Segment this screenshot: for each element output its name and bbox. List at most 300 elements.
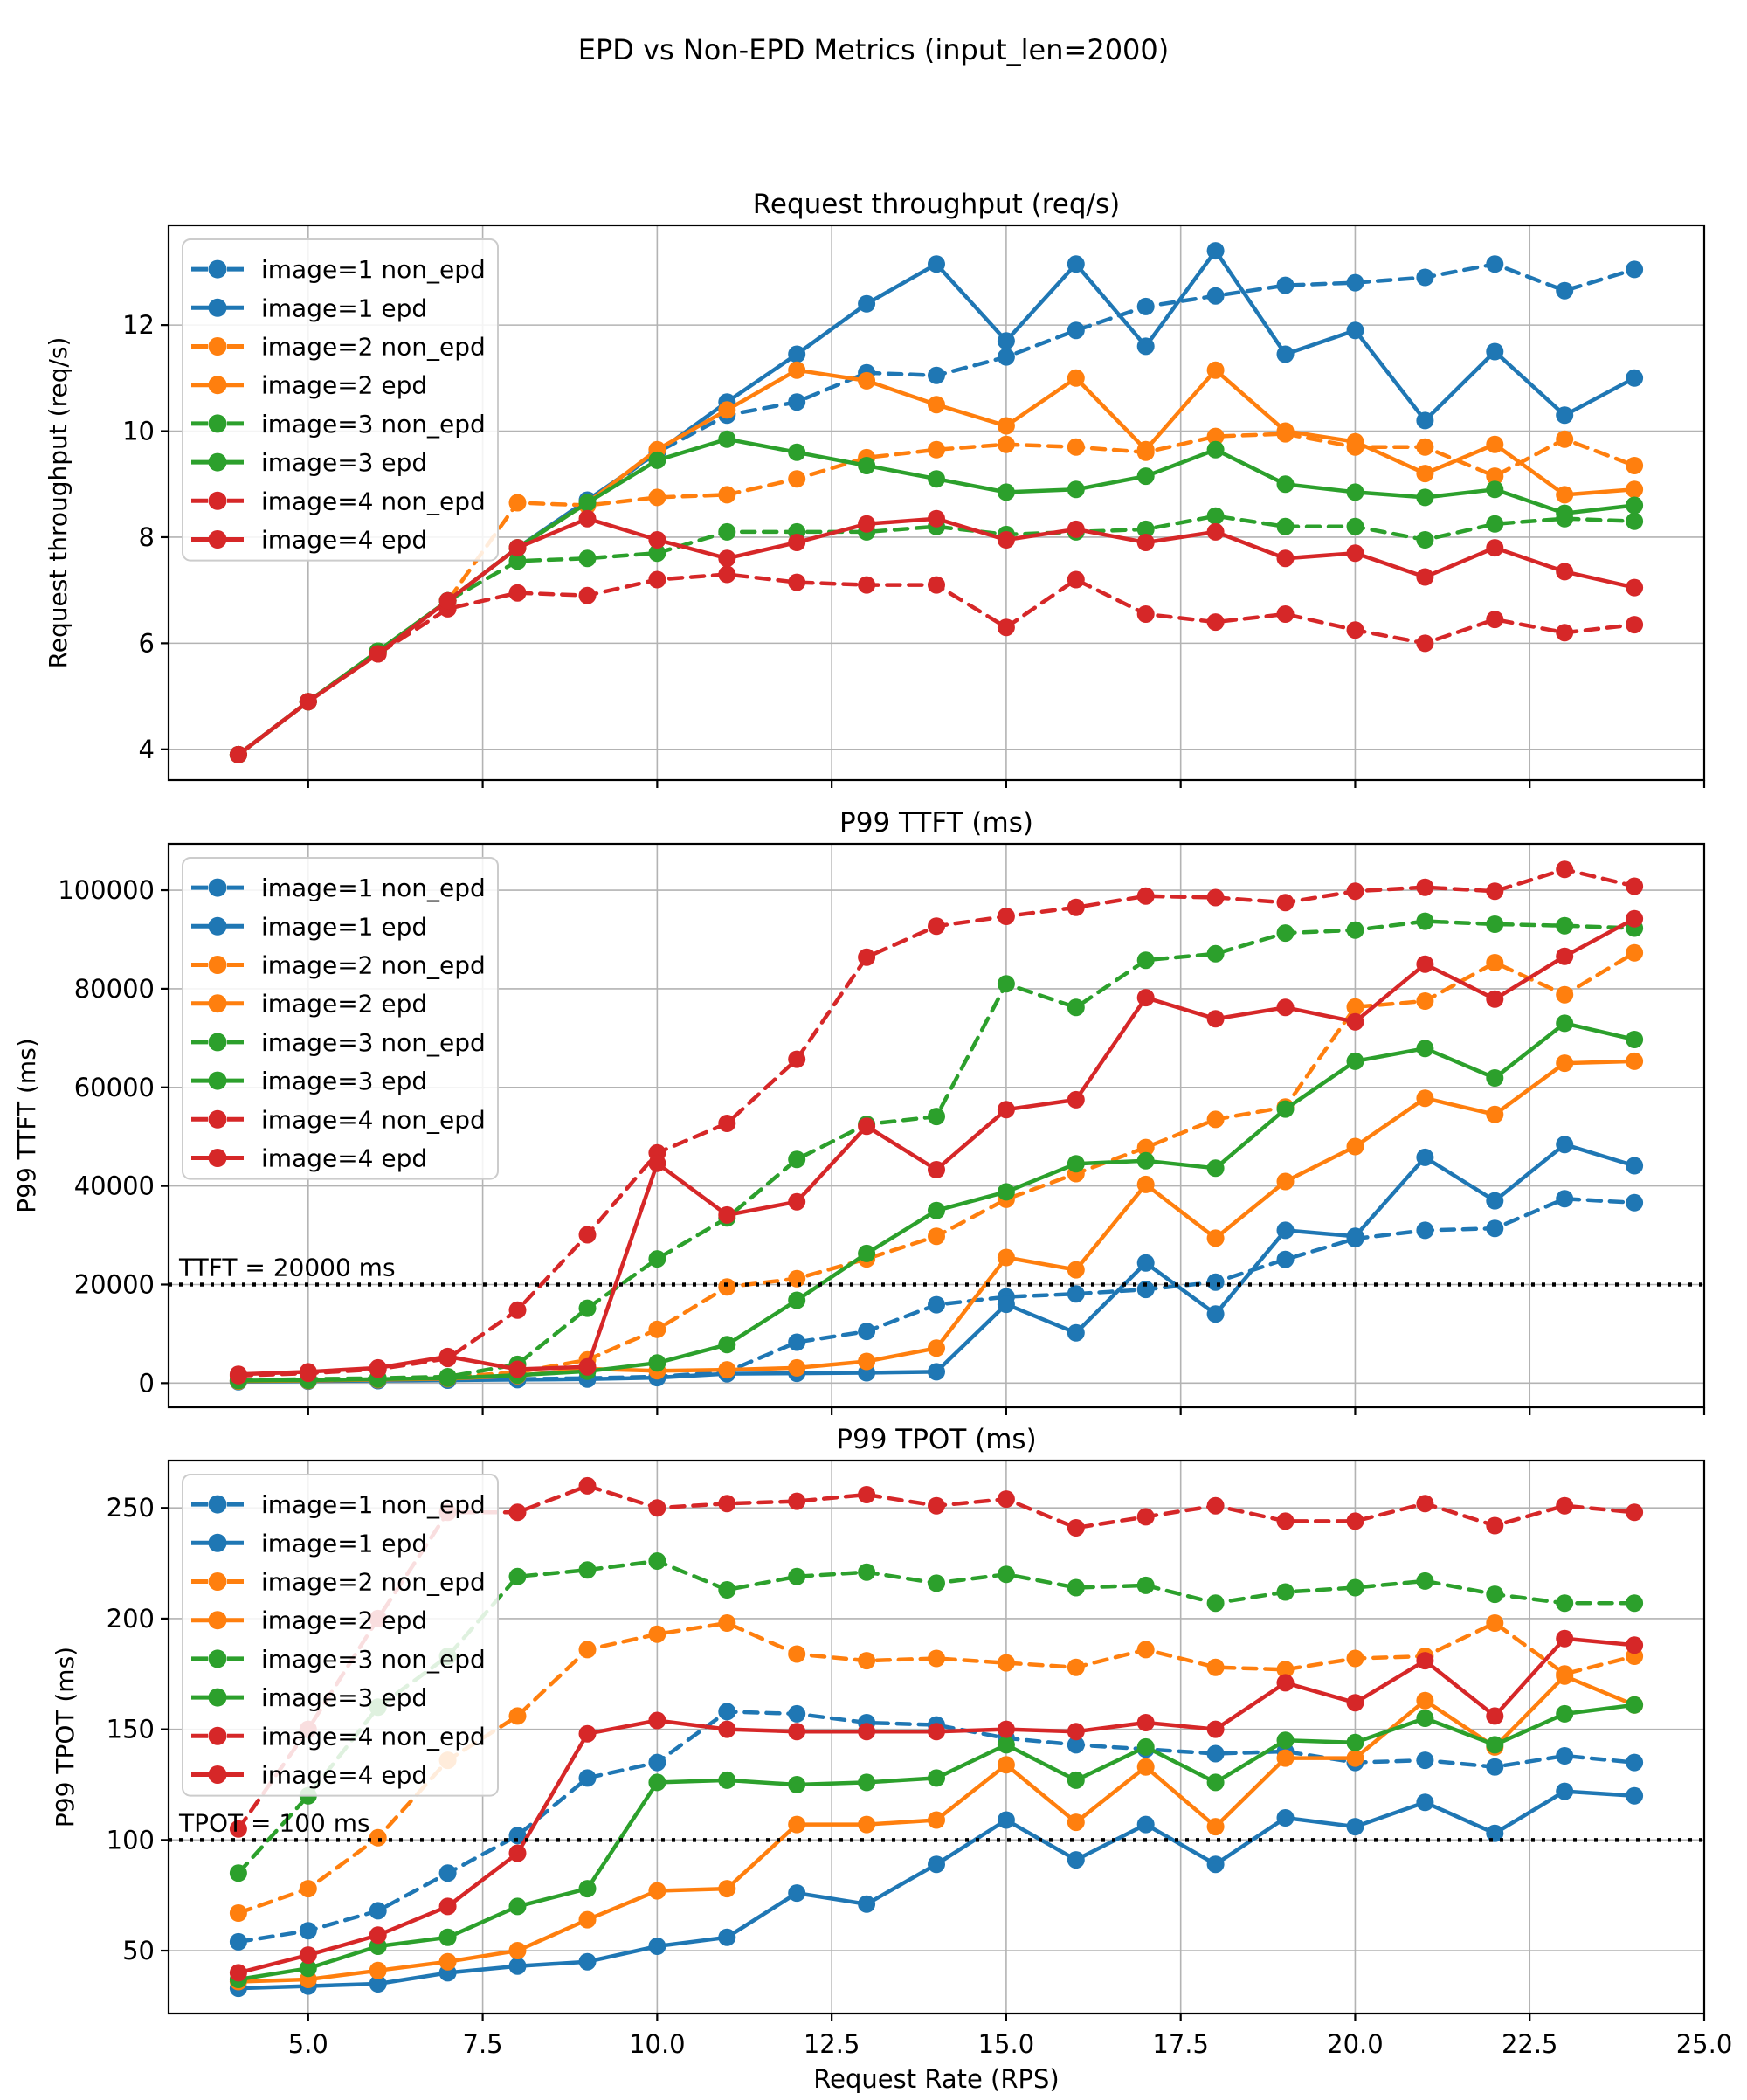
- data-point: [718, 486, 735, 503]
- data-point: [998, 975, 1015, 992]
- data-point: [648, 1938, 666, 1955]
- data-point: [1347, 1053, 1364, 1070]
- data-point: [1416, 1572, 1433, 1590]
- x-tick-label: 17.5: [1152, 2029, 1209, 2059]
- data-point: [718, 1880, 735, 1897]
- data-point: [928, 1108, 945, 1125]
- data-point: [1207, 1159, 1225, 1177]
- data-point: [1277, 1584, 1295, 1601]
- data-point: [1626, 1194, 1643, 1212]
- data-point: [579, 587, 597, 604]
- data-point: [1416, 1793, 1433, 1811]
- data-point: [998, 418, 1015, 435]
- y-tick-label: 8: [138, 522, 155, 552]
- data-point: [230, 1365, 247, 1383]
- legend-marker: [209, 1534, 227, 1552]
- subplot-title: Request throughput (req/s): [752, 189, 1121, 220]
- data-point: [788, 362, 805, 379]
- data-point: [928, 1363, 945, 1380]
- data-point: [579, 1911, 597, 1929]
- data-point: [509, 1707, 527, 1724]
- data-point: [1347, 922, 1364, 939]
- data-point: [1347, 1750, 1364, 1767]
- data-point: [1416, 992, 1433, 1010]
- data-point: [439, 1370, 457, 1387]
- data-point: [928, 1855, 945, 1873]
- data-point: [1626, 1636, 1643, 1654]
- data-point: [1067, 521, 1085, 538]
- data-point: [718, 401, 735, 418]
- x-tick-label: 7.5: [462, 2029, 503, 2059]
- data-point: [1347, 621, 1364, 639]
- data-point: [1556, 917, 1573, 935]
- data-point: [718, 1772, 735, 1789]
- data-point: [1626, 513, 1643, 530]
- data-point: [1277, 1674, 1295, 1691]
- data-point: [718, 1929, 735, 1946]
- data-point: [1067, 1723, 1085, 1740]
- data-point: [579, 1769, 597, 1786]
- data-point: [1347, 518, 1364, 535]
- data-point: [1067, 1261, 1085, 1279]
- legend-marker: [209, 917, 227, 936]
- data-point: [788, 1051, 805, 1068]
- data-point: [1486, 539, 1503, 556]
- data-point: [1626, 944, 1643, 962]
- data-point: [1486, 915, 1503, 933]
- data-point: [1416, 569, 1433, 586]
- legend-marker: [209, 956, 227, 974]
- data-point: [1486, 882, 1503, 900]
- legend-marker: [209, 1689, 227, 1707]
- data-point: [998, 349, 1015, 366]
- data-point: [1207, 1745, 1225, 1763]
- legend-marker: [209, 1611, 227, 1629]
- data-point: [509, 1568, 527, 1585]
- subplot-title: P99 TPOT (ms): [836, 1424, 1037, 1455]
- data-point: [1137, 441, 1155, 459]
- data-point: [718, 1206, 735, 1224]
- legend-marker: [209, 1765, 227, 1784]
- data-point: [998, 1812, 1015, 1829]
- data-point: [1626, 1031, 1643, 1048]
- data-point: [1347, 1734, 1364, 1751]
- legend-label: image=2 non_epd: [261, 1567, 486, 1597]
- data-point: [858, 1564, 875, 1581]
- data-point: [788, 1334, 805, 1351]
- y-tick-label: 200: [106, 1603, 155, 1634]
- data-point: [788, 444, 805, 461]
- data-point: [928, 441, 945, 459]
- data-point: [1067, 1285, 1085, 1302]
- data-point: [1277, 1173, 1295, 1191]
- x-tick-label: 12.5: [803, 2029, 860, 2059]
- data-point: [1347, 1818, 1364, 1835]
- legend: [183, 239, 498, 561]
- data-point: [1137, 1641, 1155, 1658]
- data-point: [1347, 1694, 1364, 1711]
- data-point: [858, 1896, 875, 1913]
- data-point: [1416, 879, 1433, 896]
- data-point: [1626, 370, 1643, 387]
- data-point: [1626, 1157, 1643, 1175]
- legend: [183, 858, 498, 1179]
- data-point: [928, 1202, 945, 1219]
- data-point: [230, 1933, 247, 1951]
- data-point: [858, 1323, 875, 1340]
- data-point: [1347, 321, 1364, 339]
- data-point: [1277, 1101, 1295, 1118]
- data-point: [1556, 986, 1573, 1004]
- data-point: [788, 1816, 805, 1834]
- data-point: [1556, 505, 1573, 522]
- data-point: [788, 1193, 805, 1211]
- data-point: [1556, 624, 1573, 641]
- data-point: [1486, 515, 1503, 533]
- data-point: [998, 908, 1015, 925]
- data-point: [928, 255, 945, 273]
- data-point: [1556, 1190, 1573, 1207]
- data-point: [1067, 1659, 1085, 1676]
- data-point: [1416, 531, 1433, 549]
- data-point: [1067, 1579, 1085, 1597]
- charts-root: [12, 189, 1732, 2059]
- data-point: [1277, 1731, 1295, 1749]
- data-point: [579, 549, 597, 567]
- legend-marker: [209, 1072, 227, 1090]
- y-tick-label: 10: [122, 416, 155, 446]
- data-point: [858, 372, 875, 390]
- data-point: [1137, 1714, 1155, 1731]
- legend-label: image=1 non_epd: [261, 1490, 486, 1520]
- data-point: [998, 483, 1015, 501]
- y-tick-label: 100000: [58, 875, 155, 906]
- data-point: [1277, 346, 1295, 363]
- data-point: [230, 1864, 247, 1882]
- data-point: [1277, 1251, 1295, 1268]
- data-point: [1137, 298, 1155, 315]
- subplot-1: [44, 189, 1704, 788]
- data-point: [1556, 1136, 1573, 1153]
- data-point: [1556, 1705, 1573, 1723]
- data-point: [1347, 1013, 1364, 1031]
- data-point: [788, 1776, 805, 1793]
- data-point: [1416, 1710, 1433, 1727]
- legend-label: image=4 non_epd: [261, 1722, 486, 1751]
- data-point: [1347, 1138, 1364, 1156]
- data-point: [998, 332, 1015, 349]
- data-point: [1486, 1517, 1503, 1535]
- data-point: [718, 431, 735, 448]
- data-point: [1556, 563, 1573, 580]
- y-tick-label: 6: [138, 628, 155, 659]
- data-point: [1277, 894, 1295, 911]
- data-point: [1067, 370, 1085, 387]
- y-tick-label: 20000: [73, 1269, 155, 1300]
- subplot-title: P99 TTFT (ms): [839, 807, 1033, 839]
- data-point: [928, 1574, 945, 1592]
- data-point: [788, 1568, 805, 1585]
- legend-marker: [209, 414, 227, 432]
- legend-label: image=1 epd: [261, 1529, 428, 1558]
- data-point: [648, 488, 666, 506]
- data-point: [1067, 439, 1085, 456]
- legend-marker: [209, 1649, 227, 1668]
- data-point: [1067, 998, 1085, 1016]
- data-point: [998, 436, 1015, 453]
- data-point: [1137, 605, 1155, 623]
- data-point: [1137, 888, 1155, 905]
- subplot-3: [51, 1424, 1732, 2059]
- data-point: [1207, 1594, 1225, 1612]
- data-point: [1137, 1758, 1155, 1776]
- data-point: [998, 1249, 1015, 1267]
- legend-label: image=1 epd: [261, 294, 428, 323]
- x-tick-label: 22.5: [1501, 2029, 1558, 2059]
- data-point: [1207, 1110, 1225, 1128]
- legend-label: image=2 epd: [261, 989, 428, 1019]
- data-point: [579, 1477, 597, 1495]
- data-point: [1137, 1152, 1155, 1170]
- data-point: [1067, 1519, 1085, 1537]
- data-point: [369, 646, 387, 663]
- legend-marker: [209, 376, 227, 394]
- data-point: [928, 1812, 945, 1829]
- legend-label: image=4 epd: [261, 1143, 428, 1173]
- data-point: [509, 584, 527, 602]
- data-point: [718, 549, 735, 567]
- data-point: [998, 531, 1015, 549]
- data-point: [230, 1904, 247, 1922]
- data-point: [1277, 423, 1295, 440]
- data-point: [1486, 1069, 1503, 1087]
- data-point: [1207, 287, 1225, 305]
- data-point: [1347, 1227, 1364, 1245]
- data-point: [1486, 1614, 1503, 1632]
- data-point: [648, 1773, 666, 1791]
- data-point: [648, 1754, 666, 1772]
- data-point: [788, 1493, 805, 1510]
- data-point: [1207, 1659, 1225, 1676]
- x-tick-label: 15.0: [977, 2029, 1035, 2059]
- data-point: [1416, 1149, 1433, 1166]
- data-point: [1067, 1091, 1085, 1109]
- data-point: [718, 1581, 735, 1599]
- data-point: [998, 1736, 1015, 1753]
- data-point: [648, 1712, 666, 1730]
- data-point: [1277, 1512, 1295, 1530]
- data-point: [1556, 1668, 1573, 1685]
- data-point: [1626, 1696, 1643, 1714]
- legend-label: image=1 non_epd: [261, 874, 486, 903]
- data-point: [858, 1486, 875, 1503]
- legend-marker: [209, 530, 227, 549]
- legend-marker: [209, 453, 227, 472]
- legend-label: image=1 non_epd: [261, 255, 486, 285]
- data-point: [1556, 1497, 1573, 1515]
- data-point: [1137, 1577, 1155, 1594]
- legend-label: image=4 non_epd: [261, 487, 486, 516]
- data-point: [1486, 991, 1503, 1008]
- data-point: [1207, 1274, 1225, 1291]
- data-point: [718, 523, 735, 541]
- data-point: [1067, 321, 1085, 339]
- x-tick-label: 20.0: [1327, 2029, 1384, 2059]
- y-tick-label: 4: [138, 734, 155, 764]
- data-point: [788, 1359, 805, 1377]
- legend-label: image=3 epd: [261, 1067, 428, 1096]
- data-point: [1137, 1816, 1155, 1834]
- x-tick-label: 5.0: [287, 2029, 328, 2059]
- data-point: [1626, 579, 1643, 597]
- data-point: [1416, 634, 1433, 652]
- data-point: [648, 571, 666, 589]
- data-point: [858, 949, 875, 966]
- data-point: [1556, 486, 1573, 503]
- data-point: [1626, 1754, 1643, 1772]
- data-point: [858, 295, 875, 313]
- y-tick-label: 50: [122, 1936, 155, 1966]
- data-point: [928, 1339, 945, 1357]
- data-point: [928, 577, 945, 594]
- data-point: [1626, 1787, 1643, 1805]
- data-point: [1347, 1512, 1364, 1530]
- y-tick-label: 0: [138, 1368, 155, 1399]
- data-point: [1486, 1585, 1503, 1603]
- data-point: [1626, 1053, 1643, 1070]
- data-point: [1556, 1747, 1573, 1765]
- threshold-annotation: TTFT = 20000 ms: [179, 1253, 396, 1282]
- data-point: [1486, 1707, 1503, 1724]
- data-point: [928, 1161, 945, 1178]
- data-point: [369, 1926, 387, 1944]
- data-point: [1207, 362, 1225, 379]
- data-point: [1067, 255, 1085, 273]
- data-point: [858, 1652, 875, 1669]
- data-point: [1347, 882, 1364, 900]
- data-point: [788, 534, 805, 551]
- data-point: [998, 1101, 1015, 1118]
- legend-label: image=4 epd: [261, 1760, 428, 1790]
- data-point: [1207, 523, 1225, 541]
- x-tick-label: 10.0: [629, 2029, 686, 2059]
- data-point: [369, 1359, 387, 1377]
- data-point: [509, 494, 527, 512]
- data-point: [1067, 1851, 1085, 1869]
- data-point: [1137, 467, 1155, 485]
- data-point: [1277, 998, 1295, 1016]
- data-point: [509, 1302, 527, 1319]
- data-point: [1137, 337, 1155, 355]
- data-point: [1626, 878, 1643, 895]
- data-point: [1416, 1495, 1433, 1512]
- data-point: [1277, 1221, 1295, 1239]
- data-point: [509, 539, 527, 556]
- data-point: [579, 1561, 597, 1578]
- data-point: [1626, 1594, 1643, 1612]
- legend-marker: [209, 1033, 227, 1051]
- data-point: [1556, 406, 1573, 424]
- y-tick-label: 80000: [73, 973, 155, 1004]
- data-point: [1486, 1758, 1503, 1776]
- data-point: [648, 1499, 666, 1516]
- data-point: [1556, 948, 1573, 965]
- data-point: [509, 1942, 527, 1959]
- data-point: [1207, 1229, 1225, 1247]
- legend-marker: [209, 337, 227, 356]
- legend-marker: [209, 879, 227, 897]
- data-point: [858, 457, 875, 474]
- data-point: [648, 1354, 666, 1371]
- data-point: [648, 531, 666, 549]
- data-point: [300, 693, 317, 710]
- data-point: [1067, 1772, 1085, 1789]
- data-point: [858, 1117, 875, 1135]
- data-point: [1416, 1751, 1433, 1769]
- data-point: [439, 1897, 457, 1915]
- y-axis-label: P99 TPOT (ms): [51, 1646, 79, 1828]
- legend-label: image=3 non_epd: [261, 1027, 486, 1057]
- data-point: [1207, 613, 1225, 631]
- data-point: [858, 1353, 875, 1371]
- data-point: [1416, 1040, 1433, 1057]
- data-point: [1486, 1106, 1503, 1123]
- legend-marker: [209, 1727, 227, 1745]
- data-point: [928, 1769, 945, 1786]
- data-point: [1416, 1221, 1433, 1239]
- data-point: [998, 1295, 1015, 1313]
- data-point: [928, 367, 945, 384]
- data-point: [788, 1150, 805, 1168]
- data-point: [1347, 433, 1364, 451]
- data-point: [648, 452, 666, 469]
- data-point: [858, 1723, 875, 1740]
- legend-label: image=2 epd: [261, 370, 428, 400]
- y-tick-label: 150: [106, 1714, 155, 1744]
- data-point: [1486, 611, 1503, 628]
- data-point: [1416, 269, 1433, 287]
- data-point: [1207, 242, 1225, 259]
- data-point: [1626, 497, 1643, 515]
- legend-label: image=3 epd: [261, 448, 428, 478]
- data-point: [1067, 480, 1085, 498]
- data-point: [1137, 1176, 1155, 1193]
- data-point: [579, 1358, 597, 1376]
- y-tick-label: 250: [106, 1493, 155, 1523]
- data-point: [1277, 277, 1295, 294]
- data-point: [509, 1361, 527, 1378]
- data-point: [579, 1880, 597, 1897]
- x-axis-label: Request Rate (RPS): [813, 2064, 1060, 2094]
- legend-label: image=3 non_epd: [261, 1644, 486, 1674]
- data-point: [1277, 475, 1295, 493]
- data-point: [928, 396, 945, 413]
- data-point: [788, 393, 805, 411]
- data-point: [1067, 1324, 1085, 1342]
- data-point: [998, 1654, 1015, 1672]
- data-point: [369, 1829, 387, 1847]
- data-point: [1347, 544, 1364, 562]
- data-point: [579, 1300, 597, 1317]
- data-point: [1556, 1054, 1573, 1072]
- data-point: [1486, 1219, 1503, 1237]
- data-point: [1556, 1630, 1573, 1648]
- legend-label: image=2 non_epd: [261, 332, 486, 362]
- data-point: [1207, 1305, 1225, 1323]
- legend-label: image=3 non_epd: [261, 409, 486, 439]
- data-point: [718, 566, 735, 584]
- data-point: [1207, 1855, 1225, 1873]
